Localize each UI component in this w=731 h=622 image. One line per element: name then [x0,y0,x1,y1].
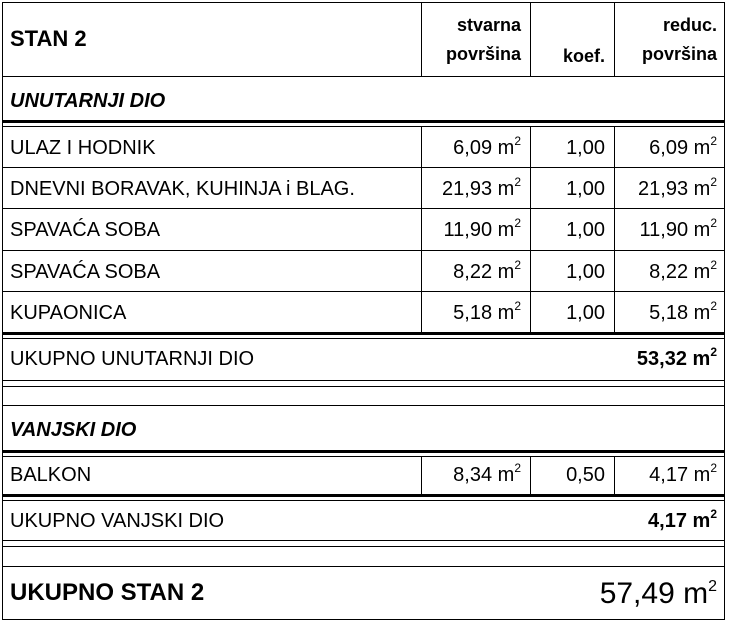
header-reduced-area-line2: površina [641,44,717,64]
divider [2,167,725,168]
column-divider [421,126,422,332]
row-reduced-area: 8,22 $m^2$ [649,258,717,283]
column-divider [421,456,422,494]
inner-total-value: 53,32 $m^2$ [636,345,717,370]
divider [2,291,725,292]
column-divider [530,126,531,332]
row-actual-area: 6,09 $m^2$ [453,134,521,159]
divider [2,208,725,209]
divider [2,500,725,501]
header-actual-area-line2: površina [445,44,521,64]
border-bottom [2,619,725,620]
divider [2,546,725,547]
divider [2,250,725,251]
row-actual-area: 5,18 $m^2$ [453,299,521,324]
row-actual-area: 21,93 $m^2$ [442,175,521,200]
divider [2,540,725,541]
header-reduced-area-line1: reduc. [662,15,717,35]
row-coefficient: 1,00 [566,261,605,283]
row-reduced-area: 6,09 $m^2$ [649,134,717,159]
row-actual-area: 8,22 $m^2$ [453,258,521,283]
row-room-name: ULAZ I HODNIK [10,137,156,159]
row-reduced-area: 21,93 $m^2$ [638,175,717,200]
row-coefficient: 1,00 [566,219,605,241]
row-coefficient: 0,50 [566,464,605,486]
outer-total-value: 4,17 $m^2$ [648,507,717,532]
column-divider [614,2,615,76]
column-divider [421,2,422,76]
divider [2,456,725,457]
outer-total-label: UKUPNO VANJSKI DIO [10,510,225,532]
row-room-name: SPAVAĆA SOBA [10,219,161,241]
divider [2,76,725,77]
row-actual-area: 11,90 $m^2$ [443,216,521,241]
divider [2,386,725,387]
section-title-inner: UNUTARNJI DIO [10,90,166,112]
row-room-name: SPAVAĆA SOBA [10,261,161,283]
column-divider [614,126,615,332]
row-coefficient: 1,00 [566,302,605,324]
header-coefficient: koef. [562,46,605,66]
grand-total-label: UKUPNO STAN 2 [10,579,205,606]
grand-total-value: 57,49 $m^2$ [599,577,717,610]
column-divider [530,2,531,76]
table-title: STAN 2 [10,26,87,51]
row-coefficient: 1,00 [566,178,605,200]
divider [2,120,725,123]
row-reduced-area: 4,17 $m^2$ [649,461,717,486]
row-room-name: DNEVNI BORAVAK, KUHINJA i BLAG. [10,178,355,200]
table-border-right [724,2,725,620]
inner-total-label: UKUPNO UNUTARNJI DIO [10,348,255,370]
column-divider [530,456,531,494]
section-title-outer: VANJSKI DIO [10,419,137,441]
row-reduced-area: 5,18 $m^2$ [649,299,717,324]
divider [2,338,725,339]
divider [2,405,725,406]
column-divider [614,456,615,494]
table-border-left [2,2,3,620]
row-reduced-area: 11,90 $m^2$ [639,216,717,241]
row-room-name: KUPAONICA [10,302,127,324]
row-actual-area: 8,34 $m^2$ [453,461,521,486]
divider [2,494,725,497]
divider [2,450,725,453]
row-coefficient: 1,00 [566,137,605,159]
header-actual-area-line1: stvarna [456,15,521,35]
border-top [2,2,725,3]
divider [2,566,725,567]
divider [2,332,725,335]
divider [2,126,725,127]
row-room-name: BALKON [10,464,92,486]
divider [2,380,725,381]
